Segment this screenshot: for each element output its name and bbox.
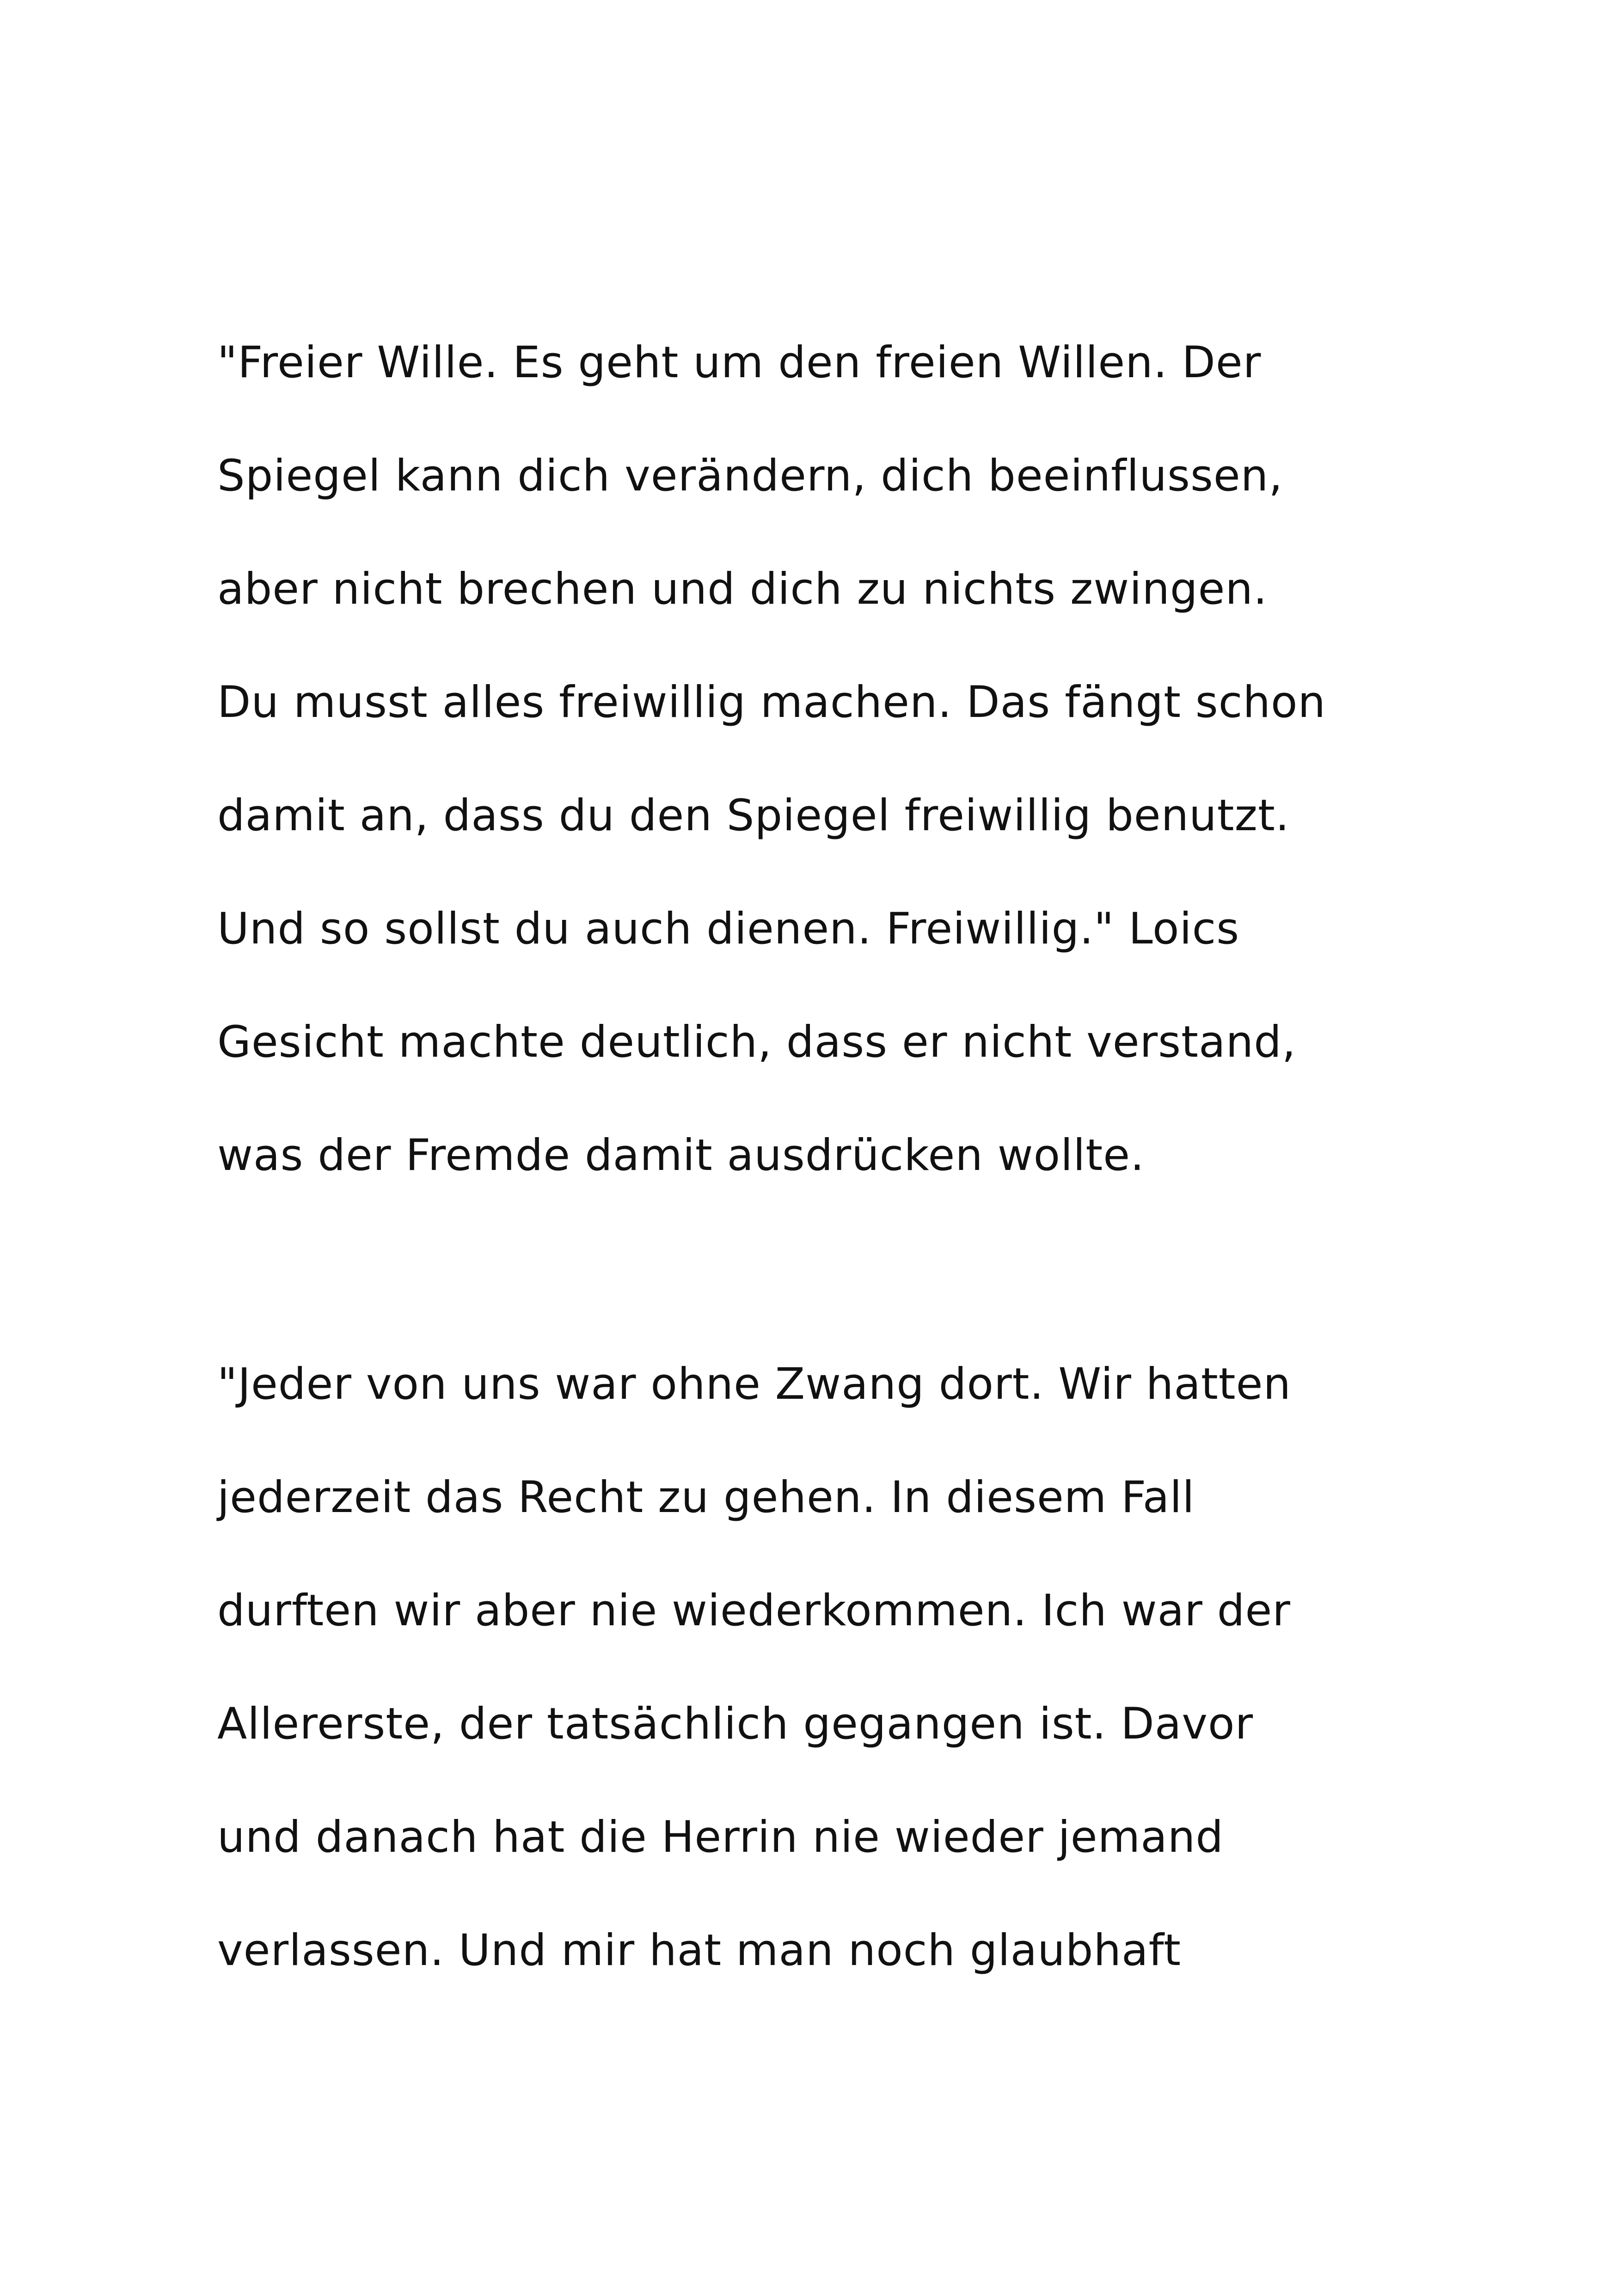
text-line: was der Fremde damit ausdrücken wollte. — [217, 1130, 1145, 1181]
text-line: durften wir aber nie wiederkommen. Ich war der — [217, 1586, 1291, 1636]
text-line: Und so sollst du auch dienen. Freiwillig." Loics — [217, 904, 1240, 954]
text-line: und danach hat die Herrin nie wieder jemand — [217, 1812, 1224, 1862]
paragraph-2 — [217, 1354, 1558, 2034]
text-line: Gesicht machte deutlich, dass er nicht verstand, — [217, 1017, 1296, 1067]
text-line: Spiegel kann dich verändern, dich beeinflussen, — [217, 451, 1283, 501]
text-line: "Jeder von uns war ohne Zwang dort. Wir hatten — [217, 1359, 1292, 1409]
text-line: jederzeit das Recht zu gehen. In diesem Fall — [217, 1472, 1195, 1523]
text-line: Du musst alles freiwillig machen. Das fängt schon — [217, 677, 1326, 728]
text-line: Allererste, der tatsächlich gegangen ist. Davor — [217, 1699, 1254, 1749]
text-line: verlassen. Und mir hat man noch glaubhaft — [217, 1925, 1181, 1976]
text-line: "Freier Wille. Es geht um den freien Willen. Der — [217, 337, 1262, 388]
paragraph-1 — [217, 333, 1558, 1239]
text-line: damit an, dass du den Spiegel freiwillig benutzt. — [217, 790, 1290, 841]
text-line: aber nicht brechen und dich zu nichts zwingen. — [217, 564, 1268, 614]
